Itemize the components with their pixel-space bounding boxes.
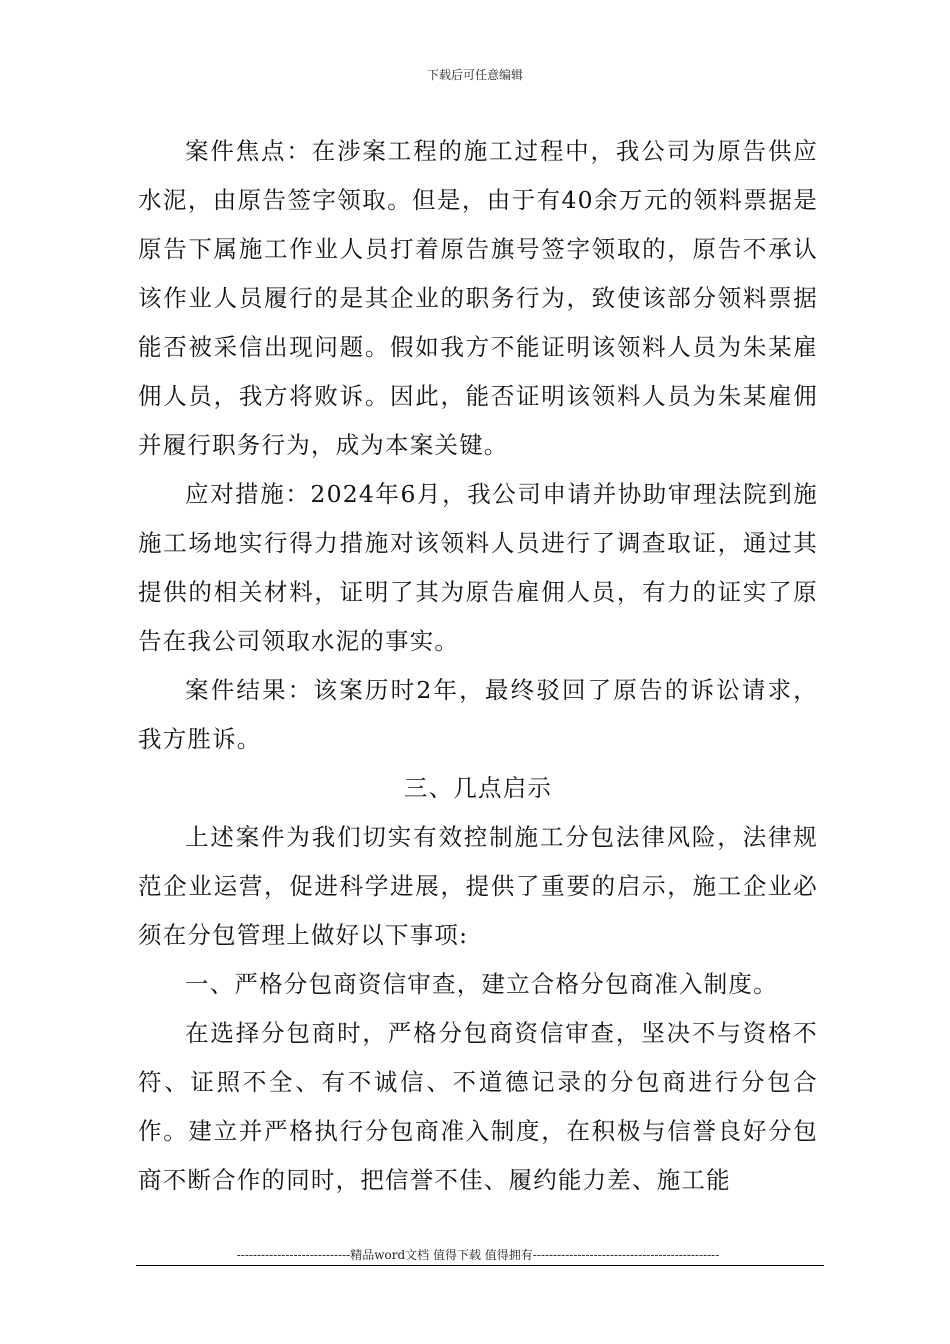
document-body	[138, 127, 818, 1205]
paragraph-item-one-title: 一、严格分包商资信审查，建立合格分包商准入制度。	[185, 970, 778, 998]
paragraph-case-result: 案件结果：该案历时2年，最终驳回了原告的诉讼请求，我方胜诉。	[138, 676, 818, 753]
paragraph-item-one-body: 在选择分包商时，严格分包商资信审查，坚决不与资格不符、证照不全、有不诚信、不道德记录的分包商进行分包合作。建立并严格执行分包商准入制度，在积极与信誉良好分包商不断合作的同时，把信誉不佳、履约能力差、施工能	[138, 1019, 818, 1194]
paragraph-countermeasures: 应对措施：2024年6月，我公司申请并协助审理法院到施施工场地实行得力措施对该领料人员进行了调查取证，通过其提供的相关材料，证明了其为原告雇佣人员，有力的证实了原告在我公司领取水泥的事实。	[138, 480, 818, 655]
page-header: 下载后可任意编辑	[426, 68, 523, 82]
footer-divider	[136, 1265, 824, 1266]
paragraph-insights-intro: 上述案件为我们切实有效控制施工分包法律风险，法律规范企业运营，促进科学进展，提供了重要的启示，施工企业必须在分包管理上做好以下事项:	[138, 823, 818, 949]
page-footer: ----------------------------精品word文档 值得下载 值得拥有----------------------------------------------	[236, 1248, 720, 1262]
paragraph-case-focus: 案件焦点：在涉案工程的施工过程中，我公司为原告供应水泥，由原告签字领取。但是，由于有40余万元的领料票据是原告下属施工作业人员打着原告旗号签字领取的，原告不承认该作业人员履行的是其企业的职务行为，致使该部分领料票据能否被采信出现问题。假如我方不能证明该领料人员为朱某雇佣人员，我方将败诉。因此，能否证明该领料人员为朱某雇佣并履行职务行为，成为本案关键。	[138, 137, 818, 459]
section-heading: 三、几点启示	[403, 774, 553, 802]
